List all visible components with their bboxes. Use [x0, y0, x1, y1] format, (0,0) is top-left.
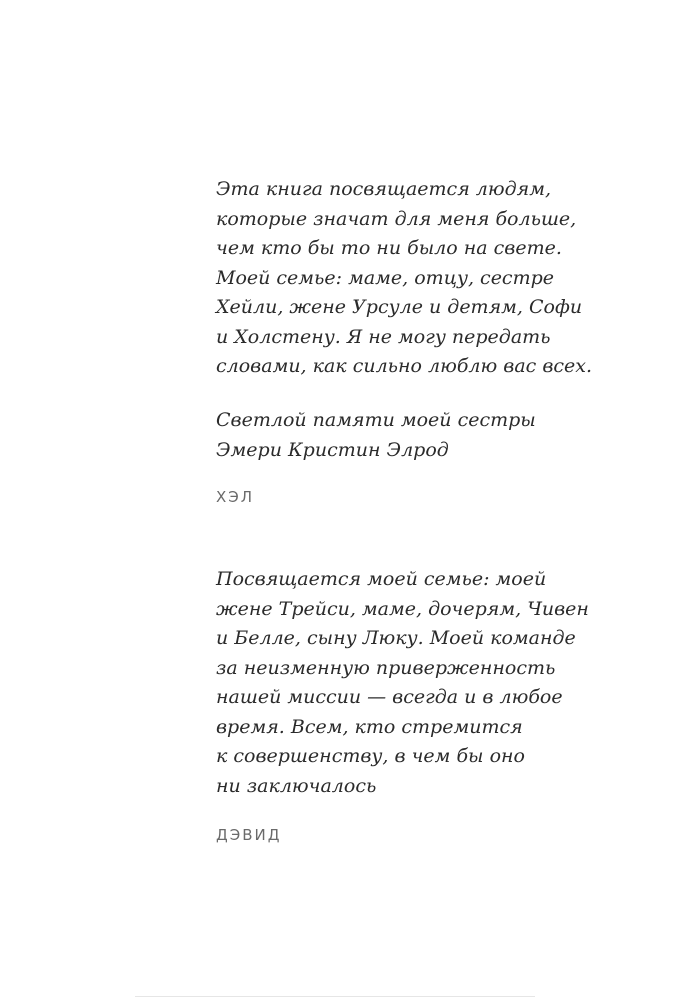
in-memory-text: Светлой памяти моей сестры Эмери Кристин Элрод: [216, 409, 536, 461]
signature-david: ДЭВИД: [216, 826, 282, 844]
dedication-hal-text: Эта книга посвящается людям, которые значат для меня больше, чем кто бы то ни было на свете. Моей семье: маме, отцу, сестре Хейли, жене Урсуле и детям, Софи и Холстену. Я не могу передать словами, как сильно люблю вас всех.: [216, 178, 593, 377]
page-edge-divider: [135, 996, 535, 997]
dedication-david-text: Посвящается моей семье: моей жене Трейси, маме, дочерям, Чивен и Белле, сыну Люку. Моей команде за неизменную приверженность нашей миссии — всегда и в любое время. Всем, кто стремится к совершенству, в чем бы оно ни заключалось: [216, 568, 589, 797]
signature-hal: ХЭЛ: [216, 488, 255, 506]
